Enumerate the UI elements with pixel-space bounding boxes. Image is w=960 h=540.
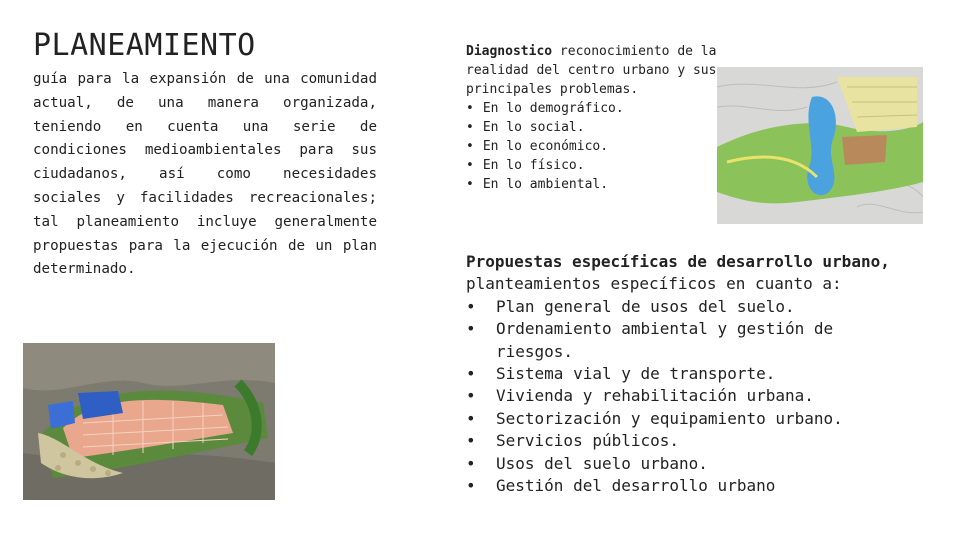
list-item: • En lo físico. xyxy=(466,156,731,175)
list-item: • Usos del suelo urbano. xyxy=(466,453,906,475)
list-item: • Gestión del desarrollo urbano xyxy=(466,475,906,497)
list-item: • Vivienda y rehabilitación urbana. xyxy=(466,385,906,407)
list-item: • Sectorización y equipamiento urbano. xyxy=(466,408,906,430)
list-item: • Ordenamiento ambiental y gestión de riesgos. xyxy=(466,318,906,363)
list-item: • En lo ambiental. xyxy=(466,175,731,194)
propuestas-text: planteamientos específicos en cuanto a: xyxy=(466,274,842,294)
diagnostico-heading: Diagnostico xyxy=(466,44,553,59)
list-item: • Sistema vial y de transporte. xyxy=(466,363,906,385)
diagnostico-section xyxy=(466,42,731,194)
propuestas-section xyxy=(466,251,906,497)
list-item: • En lo demográfico. xyxy=(466,99,731,118)
diagnostico-lead xyxy=(466,42,731,99)
propuestas-list xyxy=(466,296,906,498)
propuestas-heading: Propuestas específicas de desarrollo urbano, xyxy=(466,252,890,271)
list-item: • En lo social. xyxy=(466,118,731,137)
list-item: • Plan general de usos del suelo. xyxy=(466,296,906,318)
intro-paragraph: guía para la expansión de una comunidad actual, de una manera organizada, teniendo en cuenta una serie de condiciones medioambientales para sus ciudadanos, así como necesidades sociales y facilidades recreacionales; tal planeamiento incluye generalmente propuestas para la ejecución de un plan determinado. xyxy=(33,71,377,278)
page-title: PLANEAMIENTO xyxy=(33,28,256,63)
diagnostico-text: reconocimiento de la realidad del centro urbano y sus principales problemas. xyxy=(466,44,717,97)
urban-plan-image xyxy=(23,343,275,500)
list-item: • Servicios públicos. xyxy=(466,430,906,452)
diagnostico-list xyxy=(466,99,731,194)
propuestas-lead xyxy=(466,251,906,296)
list-item: • En lo económico. xyxy=(466,137,731,156)
lake-plan-image xyxy=(717,67,923,224)
